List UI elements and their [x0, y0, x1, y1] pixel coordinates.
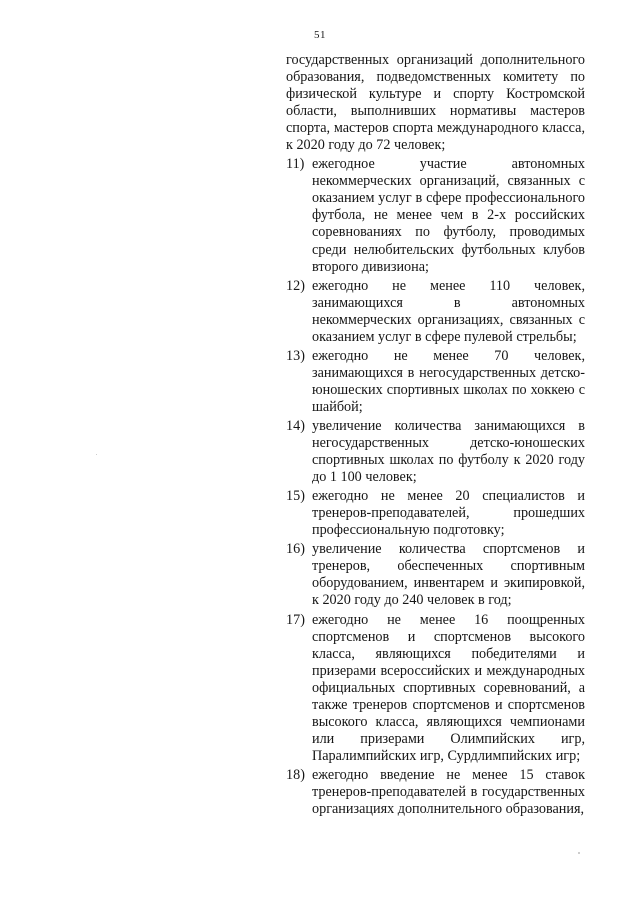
- scan-speck: [578, 852, 580, 854]
- list-item-12: [286, 278, 585, 346]
- item-number: 17): [286, 611, 305, 628]
- document-body: [286, 52, 585, 818]
- item-text: ежегодно не менее 16 поощренных спортсменов и спортсменов высокого класса, являющихся победителями и призерами всероссийских и международных официальных спортивных соревнований, а также тренеров спортсменов и спортсменов высокого класса, являющихся чемпионами или призерами Олимпийских игр, Паралимпийских игр, Сурдлимпийских игр;: [312, 611, 585, 764]
- list-item-14: [286, 418, 585, 486]
- intro-paragraph: государственных организаций дополнительного образования, подведомственных комитету по физической культуре и спорту Костромской области, выполнивших нормативы мастеров спорта, мастеров спорта международного класса, к 2020 году до 72 человек;: [286, 52, 585, 154]
- page-number: 51: [314, 29, 326, 41]
- list-item-16: [286, 541, 585, 609]
- item-text: увеличение количества спортсменов и тренеров, обеспеченных спортивным оборудованием, инвентарем и экипировкой, к 2020 году до 240 человек в год;: [312, 541, 585, 609]
- item-number: 16): [286, 541, 305, 558]
- item-text: ежегодно введение не менее 15 ставок тренеров-преподавателей в государственных организациях дополнительного образования,: [312, 766, 585, 818]
- item-text: увеличение количества занимающихся в негосударственных детско-юношеских спортивных школах по футболу к 2020 году до 1 100 человек;: [312, 417, 585, 486]
- list-item-11: [286, 156, 585, 275]
- item-number: 13): [286, 347, 305, 364]
- list-item-15: [286, 488, 585, 539]
- list-item-18: [286, 767, 585, 818]
- item-text: ежегодно не менее 20 специалистов и тренеров-преподавателей, прошедших профессиональную подготовку;: [312, 488, 585, 539]
- item-number: 14): [286, 417, 305, 434]
- scan-speck: [96, 454, 97, 455]
- item-number: 12): [286, 277, 305, 294]
- list-item-17: [286, 612, 585, 765]
- item-text: ежегодно не менее 110 человек, занимающихся в автономных некоммерческих организациях, связанных с оказанием услуг в сфере пулевой стрельбы;: [312, 277, 585, 345]
- item-text: ежегодное участие автономных некоммерческих организаций, связанных с оказанием услуг в сфере профессионального футбола, не менее чем в 2-х российских соревнованиях по футболу, проводимых среди нелюбительских футбольных клубов второго дивизиона;: [312, 156, 585, 275]
- item-number: 15): [286, 488, 305, 505]
- item-text: ежегодно не менее 70 человек, занимающихся в негосударственных детско-юношеских спортивных школах по хоккею с шайбой;: [312, 347, 585, 415]
- list-item-13: [286, 348, 585, 416]
- item-number: 18): [286, 766, 305, 783]
- item-number: 11): [286, 156, 305, 173]
